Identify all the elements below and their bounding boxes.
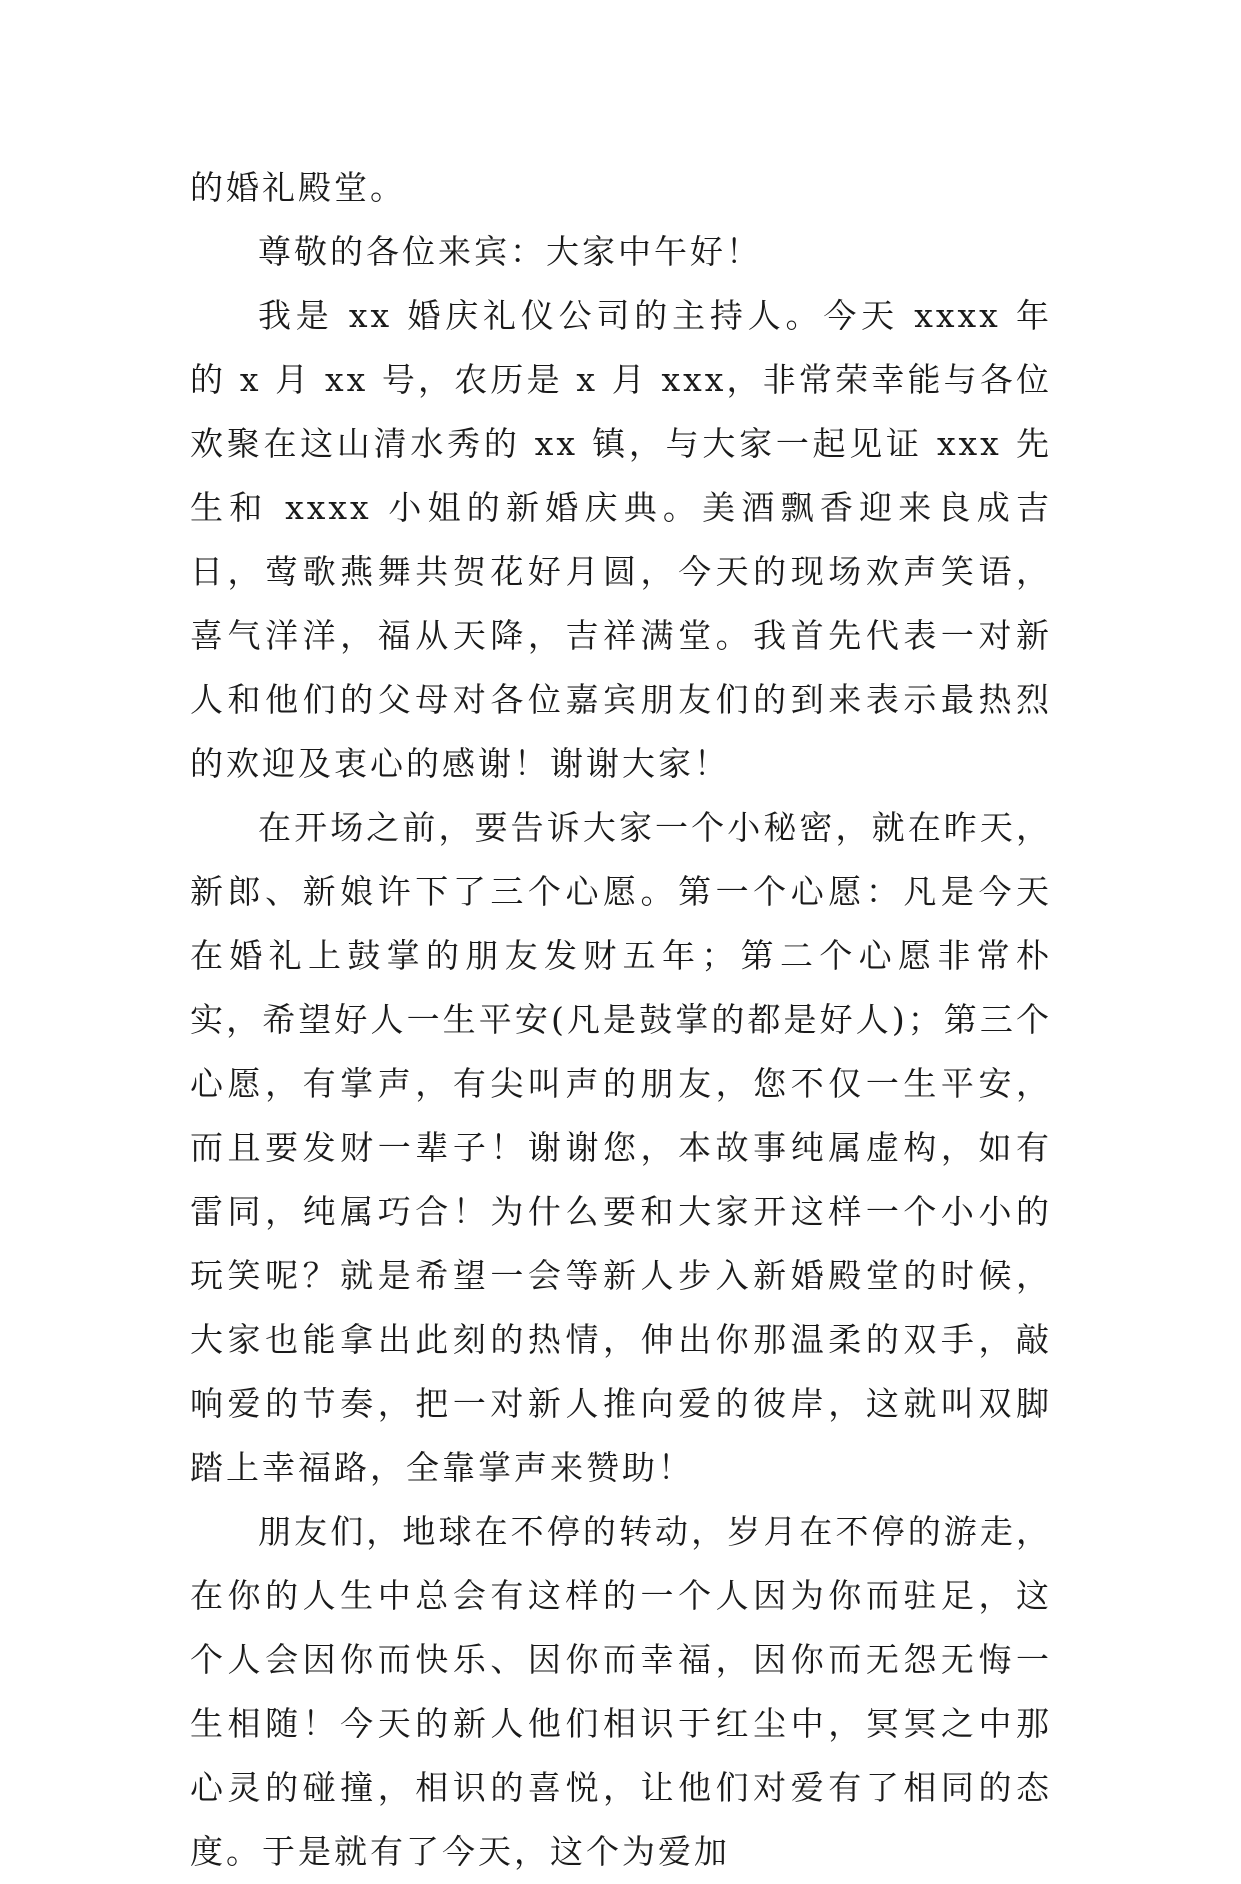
paragraph: 朋友们，地球在不停的转动，岁月在不停的游走，在你的人生中总会有这样的一个人因为你而驻足，这个人会因你而快乐、因你而幸福，因你而无怨无悔一生相随！今天的新人他们相识于红尘中，冥冥之中那心灵的碰撞，相识的喜悦，让他们对爱有了相同的态度。于是就有了今天，这个为爱加 — [190, 1512, 1052, 1871]
paragraph-greeting: 尊敬的各位来宾：大家中午好！ — [258, 232, 762, 271]
document-body — [190, 156, 1052, 1884]
paragraph: 在开场之前，要告诉大家一个小秘密，就在昨天，新郎、新娘许下了三个心愿。第一个心愿：凡是今天在婚礼上鼓掌的朋友发财五年；第二个心愿非常朴实，希望好人一生平安(凡是鼓掌的都是好人)；第三个心愿，有掌声，有尖叫声的朋友，您不仅一生平安，而且要发财一辈子！谢谢您，本故事纯属虚构，如有雷同，纯属巧合！为什么要和大家开这样一个小小的玩笑呢？就是希望一会等新人步入新婚殿堂的时候，大家也能拿出此刻的热情，伸出你那温柔的双手，敲响爱的节奏，把一对新人推向爱的彼岸，这就叫双脚踏上幸福路，全靠掌声来赞助！ — [190, 808, 1052, 1487]
paragraph: 我是 xx 婚庆礼仪公司的主持人。今天 xxxx 年的 x 月 xx 号，农历是 x 月 xxx，非常荣幸能与各位欢聚在这山清水秀的 xx 镇，与大家一起见证 xxx 先生和 xxxx 小姐的新婚庆典。美酒飘香迎来良成吉日，莺歌燕舞共贺花好月圆，今天的现场欢声笑语，喜气洋洋，福从天降，吉祥满堂。我首先代表一对新人和他们的父母对各位嘉宾朋友们的到来表示最热烈的欢迎及衷心的感谢！谢谢大家！ — [190, 296, 1052, 783]
paragraph: 的婚礼殿堂。 — [190, 168, 406, 207]
